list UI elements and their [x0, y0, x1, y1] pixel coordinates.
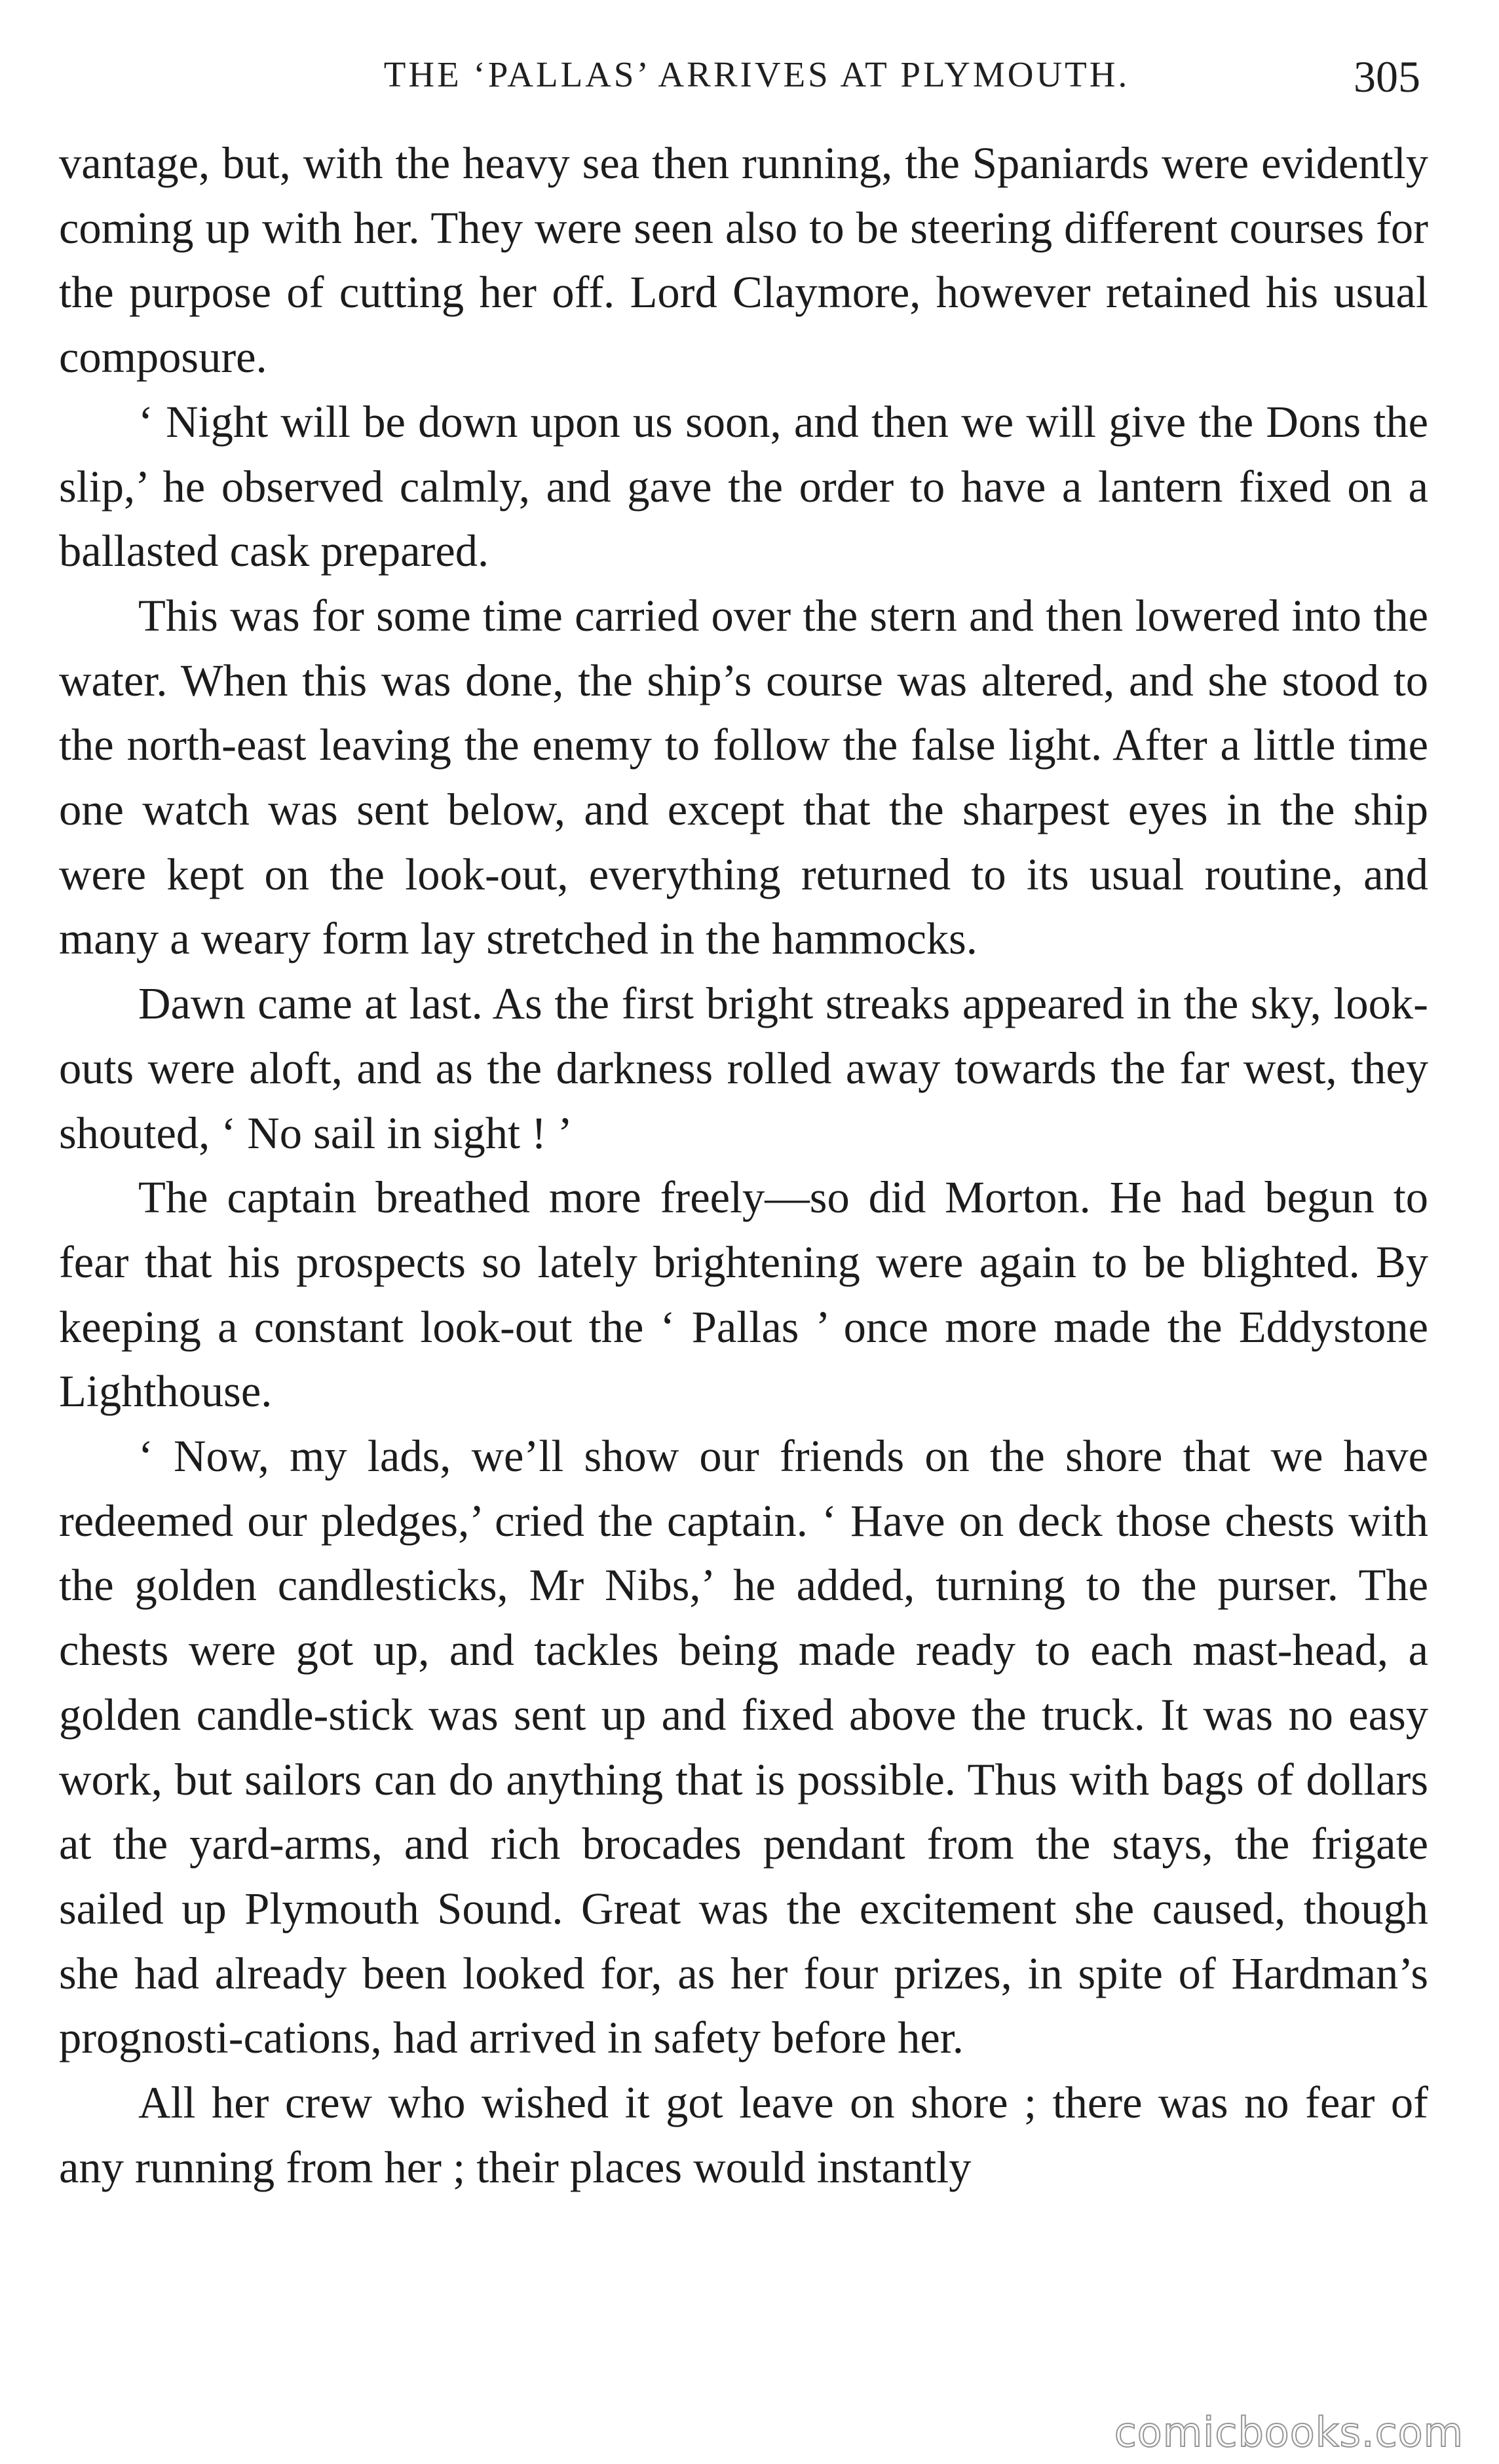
body-text	[59, 131, 1428, 2200]
watermark-logo: comicbooks.com	[1114, 2408, 1464, 2456]
paragraph-6: ‘ Now, my lads, we’ll show our friends on the shore that we have redeemed our pledges,’ cried the captain. ‘ Have on deck those chests with the golden candlesticks, Mr Nibs,’ he added, turning to the purser. The chests were got up, and tackles being made ready to each mast-head, a golden candle-stick was sent up and fixed above the truck. It was no easy work, but sailors can do anything that is possible. Thus with bags of dollars at the yard-arms, and rich brocades pendant from the stays, the frigate sailed up Plymouth Sound. Great was the excitement she caused, though she had already been looked for, as her four prizes, in spite of Hardman’s prognosti-cations, had arrived in safety before her.	[59, 1431, 1428, 2063]
paragraph-4: Dawn came at last. As the first bright streaks appeared in the sky, look-outs were aloft, and as the darkness rolled away towards the far west, they shouted, ‘ No sail in sight ! ’	[59, 979, 1428, 1158]
paragraph-1: vantage, but, with the heavy sea then running, the Spaniards were evidently coming up with her. They were seen also to be steering different courses for the purpose of cutting her off. Lord Claymore, however retained his usual composure.	[59, 138, 1428, 383]
paragraph-3: This was for some time carried over the stern and then lowered into the water. When this was done, the ship’s course was altered, and she stood to the north-east leaving the enemy to follow the false light. After a little time one watch was sent below, and except that the sharpest eyes in the ship were kept on the look-out, everything returned to its usual routine, and many a weary form lay stretched in the hammocks.	[59, 590, 1428, 964]
page-number: 305	[1354, 52, 1420, 102]
paragraph-5: The captain breathed more freely—so did Morton. He had begun to fear that his prospects so lately brightening were again to be blighted. By keeping a constant look-out the ‘ Pallas ’ once more made the Eddystone Lighthouse.	[59, 1172, 1428, 1417]
running-head	[59, 51, 1428, 110]
paragraph-2: ‘ Night will be down upon us soon, and then we will give the Dons the slip,’ he observed calmly, and gave the order to have a lantern fixed on a ballasted cask prepared.	[59, 396, 1428, 576]
running-title: THE ‘PALLAS’ ARRIVES AT PLYMOUTH.	[383, 54, 1130, 94]
paragraph-7: All her crew who wished it got leave on shore ; there was no fear of any running from her ; their places would instantly	[59, 2078, 1428, 2192]
